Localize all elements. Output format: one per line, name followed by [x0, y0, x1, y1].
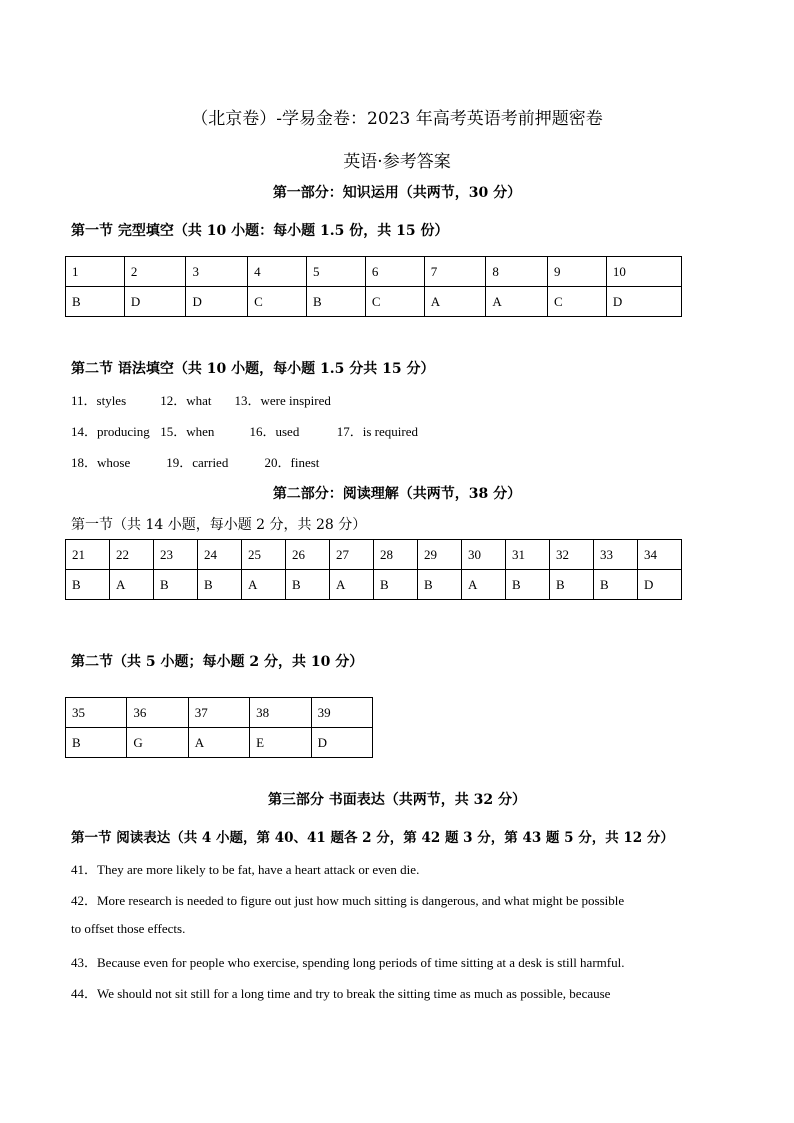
question-number: 31	[506, 540, 550, 570]
answer-cell: A	[330, 570, 374, 600]
answer-cell: B	[66, 728, 127, 758]
answer-cell: D	[124, 287, 186, 317]
question-number: 4	[248, 257, 307, 287]
part1-section1-heading: 第一节 完型填空（共 10 小题：每小题 1.5 份，共 15 份）	[71, 223, 449, 239]
cloze-answer-table	[65, 256, 682, 317]
reading-expression-line: to offset those effects.	[71, 921, 186, 936]
question-number: 6	[365, 257, 424, 287]
seven-choice-answer-table	[65, 697, 373, 758]
reading-expression-line: 42．More research is needed to figure out just how much sitting is dangerous, and what might be possible	[71, 893, 625, 908]
part2-heading: 第二部分：阅读理解（共两节，38 分）	[272, 486, 522, 502]
answer-cell: C	[248, 287, 307, 317]
answer-cell: D	[638, 570, 682, 600]
table-row	[66, 728, 373, 758]
question-number: 28	[374, 540, 418, 570]
answer-cell: A	[486, 287, 548, 317]
question-number: 1	[66, 257, 125, 287]
question-number: 30	[462, 540, 506, 570]
part3-section1-heading: 第一节 阅读表达（共 4 小题，第 40、41 题各 2 分，第 42 题 3 分，第 43 题 5 分，共 12 分）	[71, 830, 674, 846]
answer-cell: B	[374, 570, 418, 600]
answer-cell: A	[462, 570, 506, 600]
answer-cell: A	[242, 570, 286, 600]
answer-cell: B	[594, 570, 638, 600]
question-number: 9	[547, 257, 606, 287]
grammar-answer: 14．producing	[71, 424, 150, 439]
table-row	[66, 257, 682, 287]
answer-cell: D	[186, 287, 248, 317]
answer-cell: D	[311, 728, 372, 758]
grammar-answer: 15．when	[160, 424, 215, 439]
answer-cell: B	[550, 570, 594, 600]
answer-cell: B	[66, 287, 125, 317]
reading-expression-line: 43．Because even for people who exercise, spending long periods of time sitting at a desk is still harmful.	[71, 955, 625, 970]
question-number: 39	[311, 698, 372, 728]
answer-cell: B	[154, 570, 198, 600]
question-number: 24	[198, 540, 242, 570]
grammar-answer: 12．what	[160, 393, 212, 408]
table-row	[66, 540, 682, 570]
question-number: 25	[242, 540, 286, 570]
grammar-answers-row	[71, 390, 331, 409]
question-number: 35	[66, 698, 127, 728]
reading-expression-line: 41．They are more likely to be fat, have a heart attack or even die.	[71, 862, 420, 877]
part2-section1-heading: 第一节（共 14 小题，每小题 2 分，共 28 分）	[71, 517, 367, 533]
question-number: 26	[286, 540, 330, 570]
table-row	[66, 570, 682, 600]
question-number: 10	[606, 257, 681, 287]
answer-cell: B	[418, 570, 462, 600]
grammar-answer: 17．is required	[336, 424, 418, 439]
answer-cell: B	[198, 570, 242, 600]
question-number: 34	[638, 540, 682, 570]
reading-expression-line: 44．We should not sit still for a long time and try to break the sitting time as much as possible, because	[71, 986, 611, 1001]
answer-cell: B	[506, 570, 550, 600]
answer-cell: B	[286, 570, 330, 600]
question-number: 3	[186, 257, 248, 287]
question-number: 2	[124, 257, 186, 287]
answer-cell: D	[606, 287, 681, 317]
question-number: 22	[110, 540, 154, 570]
grammar-answer: 18．whose	[71, 455, 131, 470]
grammar-answers-row	[71, 421, 418, 440]
question-number: 29	[418, 540, 462, 570]
part3-heading: 第三部分 书面表达（共两节，共 32 分）	[267, 792, 527, 808]
question-number: 27	[330, 540, 374, 570]
answer-cell: C	[547, 287, 606, 317]
question-number: 38	[250, 698, 311, 728]
grammar-answer: 19．carried	[166, 455, 229, 470]
question-number: 23	[154, 540, 198, 570]
answer-cell: G	[127, 728, 188, 758]
grammar-answer: 20．finest	[264, 455, 320, 470]
grammar-answers-row	[71, 452, 319, 471]
grammar-answer: 13．were inspired	[234, 393, 331, 408]
answer-cell: A	[188, 728, 249, 758]
answer-cell: E	[250, 728, 311, 758]
answer-cell: A	[424, 287, 486, 317]
grammar-answer: 16．used	[249, 424, 300, 439]
question-number: 21	[66, 540, 110, 570]
answer-cell: A	[110, 570, 154, 600]
answer-cell: B	[66, 570, 110, 600]
question-number: 36	[127, 698, 188, 728]
part1-heading: 第一部分：知识运用（共两节，30 分）	[272, 185, 522, 201]
question-number: 33	[594, 540, 638, 570]
document-title: （北京卷）-学易金卷：2023 年高考英语考前押题密卷	[191, 109, 603, 129]
reading-answer-table	[65, 539, 682, 600]
question-number: 5	[306, 257, 365, 287]
document-subtitle: 英语·参考答案	[343, 152, 451, 172]
part1-section2-heading: 第二节 语法填空（共 10 小题，每小题 1.5 分共 15 分）	[71, 361, 435, 377]
table-row	[66, 698, 373, 728]
table-row	[66, 287, 682, 317]
question-number: 37	[188, 698, 249, 728]
grammar-answer: 11．styles	[71, 393, 127, 408]
part2-section2-heading: 第二节（共 5 小题；每小题 2 分，共 10 分）	[71, 654, 364, 670]
answer-cell: B	[306, 287, 365, 317]
question-number: 7	[424, 257, 486, 287]
question-number: 32	[550, 540, 594, 570]
answer-cell: C	[365, 287, 424, 317]
question-number: 8	[486, 257, 548, 287]
